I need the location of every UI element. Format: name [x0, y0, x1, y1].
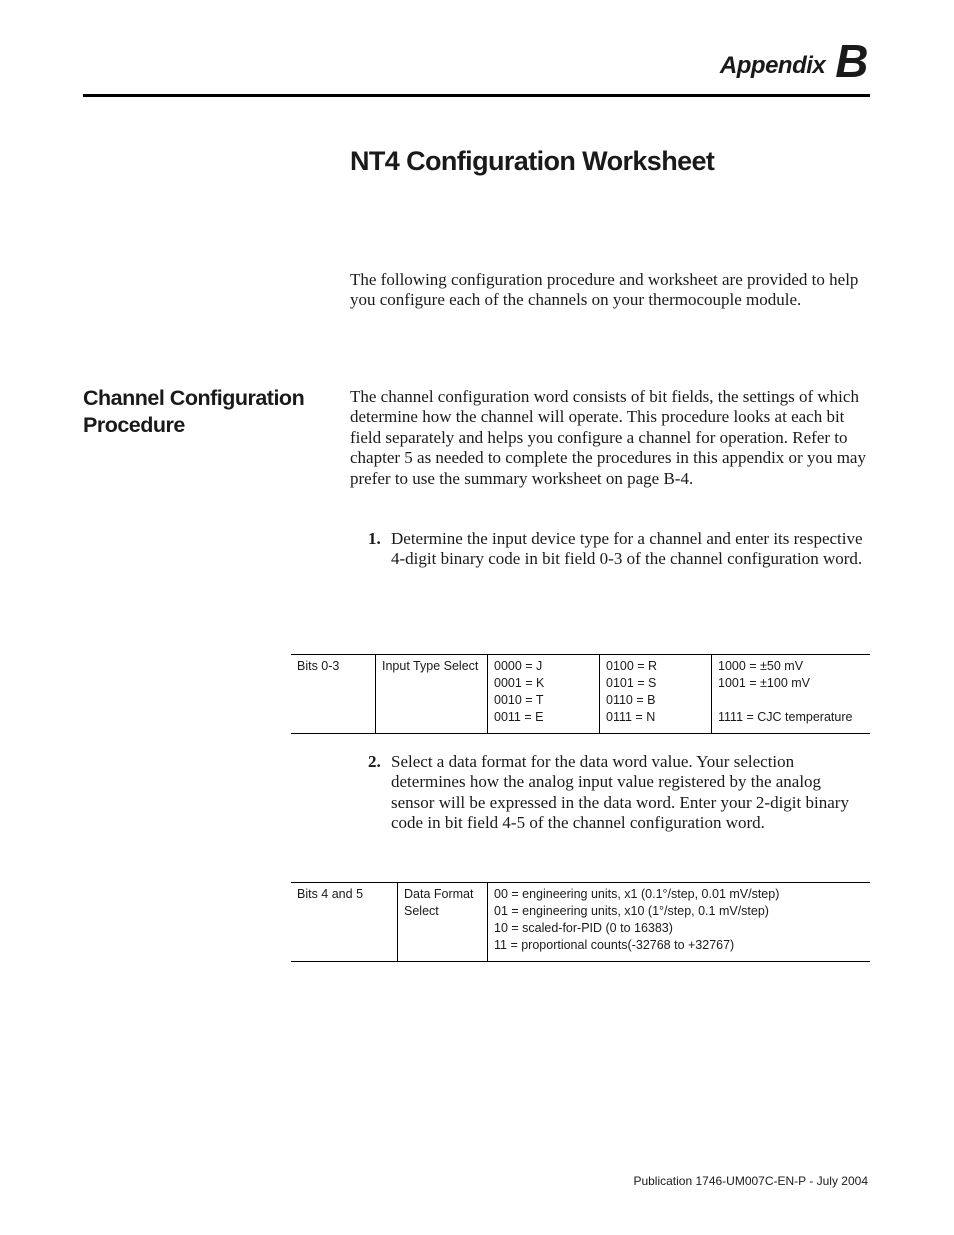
codes-col-3	[712, 655, 871, 734]
field-name-cell	[398, 883, 488, 962]
bits-cell: Bits 4 and 5	[297, 887, 364, 901]
code-item: 0110 = B	[606, 693, 656, 707]
appendix-letter: B	[835, 35, 868, 87]
header-rule	[83, 94, 870, 97]
code-item: 1001 = ±100 mV	[718, 676, 810, 690]
format-option: 10 = scaled-for-PID (0 to 16383)	[494, 921, 673, 935]
field-name-cell: Input Type Select	[376, 655, 488, 734]
field-name-line: Select	[404, 904, 439, 918]
step-2	[368, 752, 868, 834]
section-heading	[83, 385, 313, 439]
page-title: NT4 Configuration Worksheet	[350, 146, 715, 176]
code-item: 0001 = K	[494, 676, 545, 690]
section-heading-line1: Channel Configuration	[83, 386, 305, 410]
format-options-cell	[488, 883, 871, 962]
format-option: 01 = engineering units, x10 (1°/step, 0.1 mV/step)	[494, 904, 769, 918]
input-type-table	[291, 654, 870, 734]
code-item: 0000 = J	[494, 659, 543, 673]
format-option: 00 = engineering units, x1 (0.1°/step, 0.01 mV/step)	[494, 887, 780, 901]
step-2-number: 2.	[368, 752, 381, 771]
step-1-number: 1.	[368, 529, 381, 548]
field-name-line: Data Format	[404, 887, 474, 901]
code-item: 0011 = E	[494, 710, 544, 724]
appendix-label	[719, 30, 868, 87]
step-1	[368, 529, 868, 570]
code-item: 0100 = R	[606, 659, 658, 673]
codes-col-2	[600, 655, 712, 734]
publication-footer: Publication 1746-UM007C-EN-P - July 2004	[633, 1174, 868, 1188]
table-row	[291, 883, 870, 962]
step-1-text: Determine the input device type for a channel and enter its respective 4-digit binary code in bit field 0-3 of the channel configuration word.	[391, 529, 863, 569]
data-format-table	[291, 882, 870, 962]
section-heading-line2: Procedure	[83, 413, 185, 437]
code-item: 1000 = ±50 mV	[718, 659, 804, 673]
section-paragraph: The channel configuration word consists of bit fields, the settings of which determine how the channel will operate. This procedure looks at each bit field separately and helps you configure a channel for operation. Refer to chapter 5 as needed to complete the procedures in this appendix or you may prefer to use the summary worksheet on page B-4.	[350, 387, 866, 488]
intro-paragraph: The following configuration procedure and worksheet are provided to help you configure each of the channels on your thermocouple module.	[350, 270, 859, 310]
code-item: 0010 = T	[494, 693, 544, 707]
code-item: 0101 = S	[606, 676, 657, 690]
table-row	[291, 655, 870, 734]
code-item: 0111 = N	[606, 710, 656, 724]
appendix-word: Appendix	[719, 52, 826, 79]
codes-col-1	[488, 655, 600, 734]
code-item	[718, 692, 864, 709]
step-2-text: Select a data format for the data word value. Your selection determines how the analog input value registered by the analog sensor will be expressed in the data word. Enter your 2-digit binary code in bit field 4-5 of the channel configuration word.	[391, 752, 849, 833]
code-item: 1111 = CJC temperature	[718, 710, 853, 724]
format-option: 11 = proportional counts(-32768 to +32767)	[494, 938, 735, 952]
bits-cell: Bits 0-3	[297, 659, 340, 673]
